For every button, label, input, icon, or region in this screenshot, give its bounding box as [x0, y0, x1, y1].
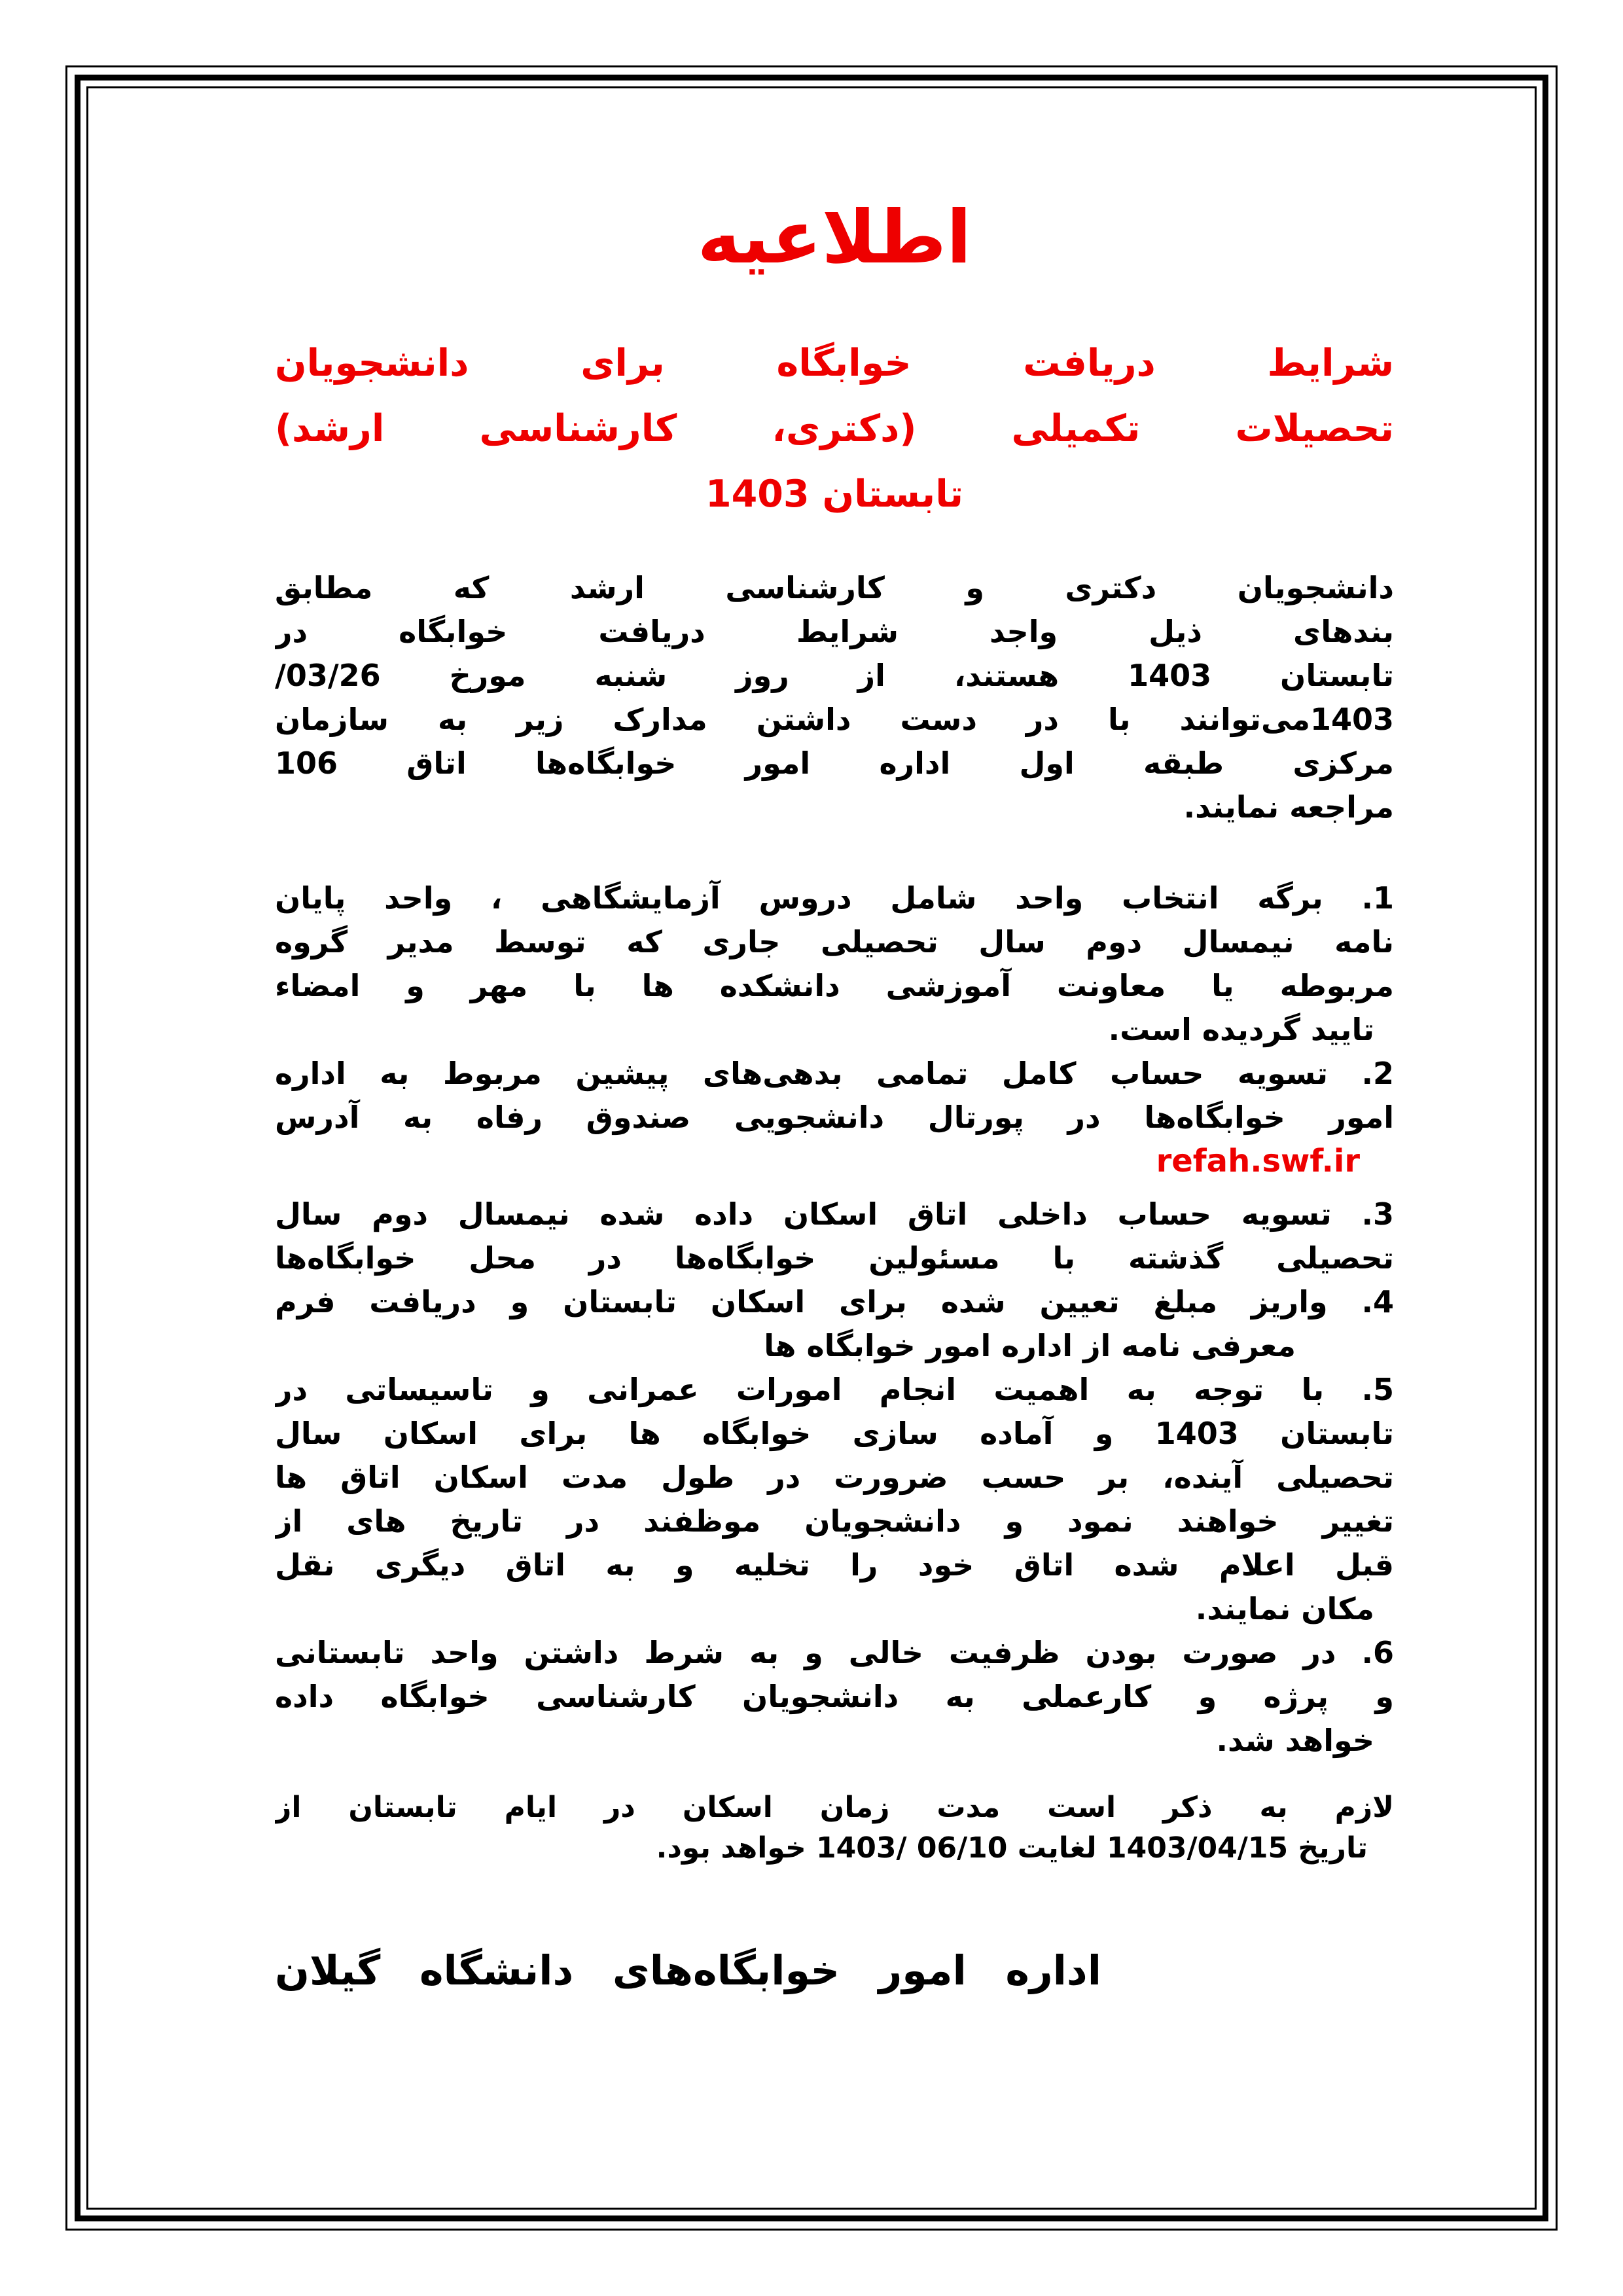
- page-subtitle: [275, 331, 1394, 527]
- intro-line-1: دانشجویان دکتری و کارشناسی ارشد که مطابق: [275, 570, 1394, 605]
- item-5-line-3: تحصیلی آینده، بر حسب ضرورت در طول مدت اسکان اتاق ها: [275, 1460, 1394, 1495]
- note-line-2: تاریخ 1403/04/15 لغایت 06/10 /1403 خواهد بود.: [656, 1831, 1368, 1865]
- note-line-1: لازم به ذکر است مدت زمان اسکان در ایام تابستان از: [275, 1791, 1394, 1824]
- list-item-5: [275, 1368, 1394, 1631]
- list-item-1: [275, 876, 1394, 1052]
- intro-line-5: مرکزی طبقه اول اداره امور خوابگاه‌ها اتاق 106: [275, 745, 1394, 781]
- item-3-line-2: تحصیلی گذشته با مسئولین خوابگاه‌ها در محل خوابگاه‌ها: [275, 1240, 1394, 1276]
- list-item-6: [275, 1631, 1394, 1763]
- intro-line-3: تابستان 1403 هستند، از روز شنبه مورخ 03/26/: [275, 658, 1394, 693]
- subtitle-line-1: شرایط دریافت خوابگاه برای دانشجویان: [275, 342, 1394, 385]
- subtitle-line-2: تحصیلات تکمیلی (دکتری، کارشناسی ارشد): [275, 407, 1394, 450]
- requirements-list: [275, 876, 1394, 1763]
- item-3-line-1: 3. تسویه حساب داخلی اتاق اسکان داده شده نیمسال دوم سال: [275, 1196, 1394, 1232]
- refah-portal-link[interactable]: refah.swf.ir: [1156, 1143, 1360, 1179]
- intro-line-6: مراجعه نمایند.: [1183, 789, 1394, 825]
- intro-paragraph: [275, 566, 1394, 829]
- item-6-line-2: و پرژه و کارعملی به دانشجویان کارشناسی خوابگاه داده: [275, 1679, 1394, 1714]
- intro-line-4: 1403می‌توانند با در دست داشتن مدارک زیر به سازمان: [275, 702, 1394, 737]
- item-1-line-3: مربوطه یا معاونت آموزشی دانشکده ها با مهر و امضاء: [275, 968, 1394, 1003]
- item-4-line-2: معرفی نامه از اداره امور خوابگاه ها: [764, 1328, 1296, 1363]
- item-4-line-1: 4. واریز مبلغ تعیین شده برای اسکان تابستان و دریافت فرم: [275, 1284, 1394, 1319]
- list-item-2: [275, 1052, 1394, 1183]
- list-item-4: [275, 1280, 1394, 1368]
- item-1-line-1: 1. برگه انتخاب واحد شامل دروس آزمایشگاهی ، واحد پایان: [275, 880, 1394, 916]
- item-1-line-4: تایید گردیده است.: [1108, 1012, 1374, 1047]
- page-title: اطلاعیه: [697, 195, 972, 280]
- item-5-line-5: قبل اعلام شده اتاق خود را تخلیه و به اتاق دیگری نقل: [275, 1547, 1394, 1583]
- list-item-3: [275, 1193, 1394, 1280]
- item-6-line-3: خواهد شد.: [1216, 1723, 1374, 1758]
- intro-line-2: بندهای ذیل واجد شرایط دریافت خوابگاه در: [275, 614, 1394, 649]
- item-5-line-1: 5. با توجه به اهمیت انجام امورات عمرانی و تاسیساتی در: [275, 1372, 1394, 1407]
- subtitle-line-3: تابستان 1403: [705, 473, 964, 516]
- signature: اداره امور خوابگاه‌های دانشگاه گیلان: [275, 1946, 1102, 1994]
- duration-note: [275, 1787, 1394, 1869]
- item-2-line-2: امور خوابگاه‌ها در پورتال دانشجویی صندوق رفاه به آدرس: [275, 1100, 1394, 1135]
- item-5-line-4: تغییر خواهند نمود و دانشجویان موظفند در تاریخ های از: [275, 1503, 1394, 1539]
- item-5-line-2: تابستان 1403 و آماده سازی خوابگاه ها برای اسکان سال: [275, 1416, 1394, 1451]
- item-5-line-6: مکان نمایند.: [1195, 1591, 1374, 1626]
- item-2-line-1: 2. تسویه حساب کامل تمامی بدهی‌های پیشین مربوط به اداره: [275, 1056, 1394, 1091]
- item-1-line-2: نامه نیمسال دوم سال تحصیلی جاری که توسط مدیر گروه: [275, 924, 1394, 960]
- item-6-line-1: 6. در صورت بودن ظرفیت خالی و به شرط داشتن واحد تابستانی: [275, 1635, 1394, 1670]
- announcement-body: [275, 0, 1394, 2001]
